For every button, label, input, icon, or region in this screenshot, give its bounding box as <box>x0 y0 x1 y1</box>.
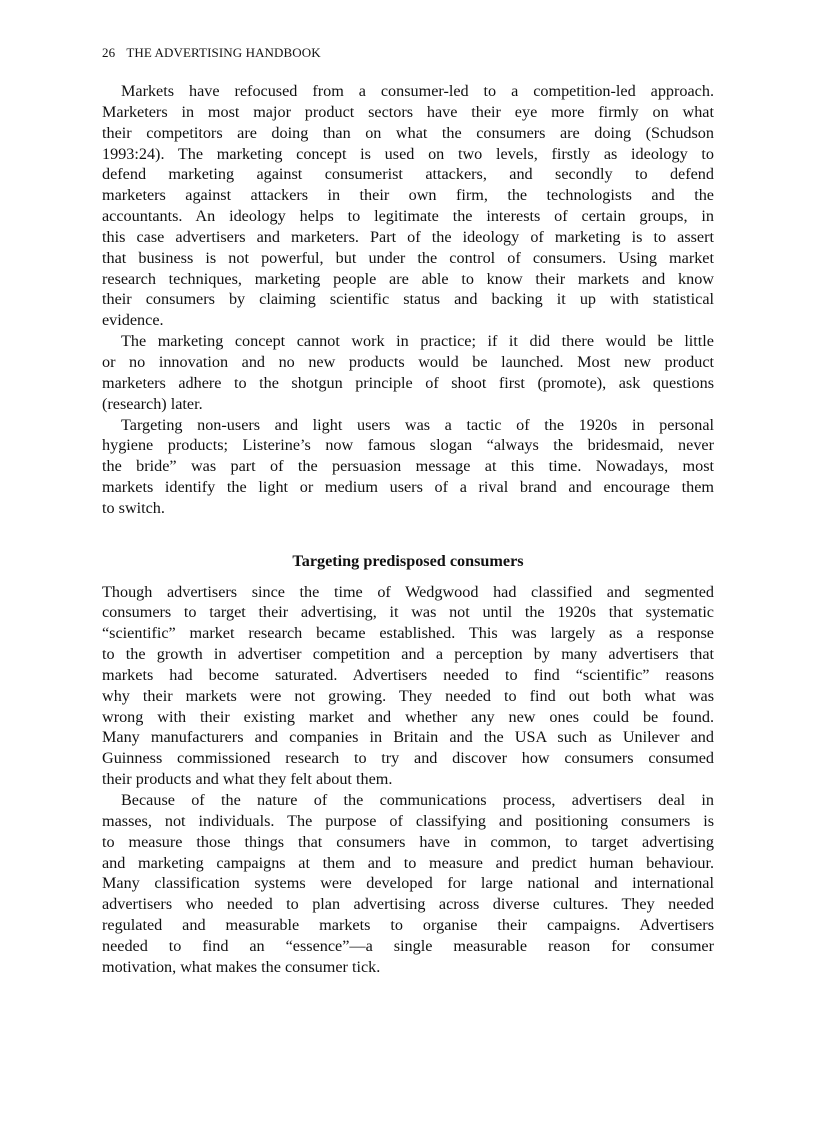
text-line: marketers against attackers in their own firm, the technologists and the <box>102 186 714 205</box>
text-line: markets had become saturated. Advertisers needed to find “scientific” reasons <box>102 665 714 684</box>
text-line: defend marketing against consumerist attackers, and secondly to defend <box>102 165 714 184</box>
text-line: evidence. <box>102 311 164 330</box>
text-line: Marketers in most major product sectors have their eye more firmly on what <box>102 102 714 121</box>
running-header <box>102 45 321 61</box>
text-line: accountants. An ideology helps to legitimate the interests of certain groups, in <box>102 207 714 226</box>
text-line: their products and what they felt about them. <box>102 770 393 789</box>
text-line: The marketing concept cannot work in practice; if it did there would be little <box>121 332 714 351</box>
paragraph <box>102 790 714 978</box>
paragraph <box>102 331 714 414</box>
text-line: masses, not individuals. The purpose of classifying and positioning consumers is <box>102 811 714 830</box>
paragraph <box>102 582 714 790</box>
text-line: research techniques, marketing people are able to know their markets and know <box>102 269 714 288</box>
text-line: Guinness commissioned research to try and discover how consumers consumed <box>102 749 714 768</box>
text-line: 1993:24). The marketing concept is used on two levels, firstly as ideology to <box>102 144 714 163</box>
section-heading: Targeting predisposed consumers <box>292 551 524 570</box>
text-line: that business is not powerful, but under the control of consumers. Using market <box>102 248 714 267</box>
text-line: or no innovation and no new products would be launched. Most new product <box>102 352 714 371</box>
text-line: consumers to target their advertising, it was not until the 1920s that systematic <box>102 603 714 622</box>
text-line: wrong with their existing market and whether any new ones could be found. <box>102 707 714 726</box>
text-line: Markets have refocused from a consumer-led to a competition-led approach. <box>121 82 714 100</box>
text-line: motivation, what makes the consumer tick. <box>102 957 381 976</box>
text-line: Targeting non-users and light users was a tactic of the 1920s in personal <box>121 415 714 434</box>
text-line: advertisers who needed to plan advertising across diverse cultures. They needed <box>102 895 714 914</box>
text-line: why their markets were not growing. They needed to find out both what was <box>102 686 714 705</box>
page-number: 26 <box>102 45 116 60</box>
text-line: to switch. <box>102 498 165 517</box>
text-line: to the growth in advertiser competition and a perception by many advertisers that <box>102 645 714 664</box>
text-line: “scientific” market research became established. This was largely as a response <box>102 624 714 643</box>
text-line: the bride” was part of the persuasion message at this time. Nowadays, most <box>102 457 714 476</box>
text-line: marketers adhere to the shotgun principle of shoot first (promote), ask questions <box>102 373 714 392</box>
text-line: Though advertisers since the time of Wedgwood had classified and segmented <box>102 582 714 601</box>
text-line: to measure those things that consumers have in common, to target advertising <box>102 832 714 851</box>
text-line: their consumers by claiming scientific status and backing it up with statistical <box>102 290 714 309</box>
text-line: (research) later. <box>102 394 203 413</box>
text-line: Many classification systems were developed for large national and international <box>102 874 714 893</box>
page-body <box>102 81 714 978</box>
text-line: Because of the nature of the communications process, advertisers deal in <box>121 791 714 809</box>
running-title: THE ADVERTISING HANDBOOK <box>126 45 321 60</box>
text-line: regulated and measurable markets to organise their campaigns. Advertisers <box>102 916 714 935</box>
text-line: Many manufacturers and companies in Britain and the USA such as Unilever and <box>102 728 714 747</box>
text-line: this case advertisers and marketers. Part of the ideology of marketing is to assert <box>102 227 714 246</box>
paragraph <box>102 81 714 331</box>
text-line: markets identify the light or medium users of a rival brand and encourage them <box>102 478 714 497</box>
text-line: their competitors are doing than on what the consumers are doing (Schudson <box>102 123 714 142</box>
text-line: hygiene products; Listerine’s now famous slogan “always the bridesmaid, never <box>102 436 714 455</box>
text-line: and marketing campaigns at them and to measure and predict human behaviour. <box>102 853 714 872</box>
paragraph <box>102 415 714 519</box>
text-line: needed to find an “essence”—a single measurable reason for consumer <box>102 936 714 955</box>
